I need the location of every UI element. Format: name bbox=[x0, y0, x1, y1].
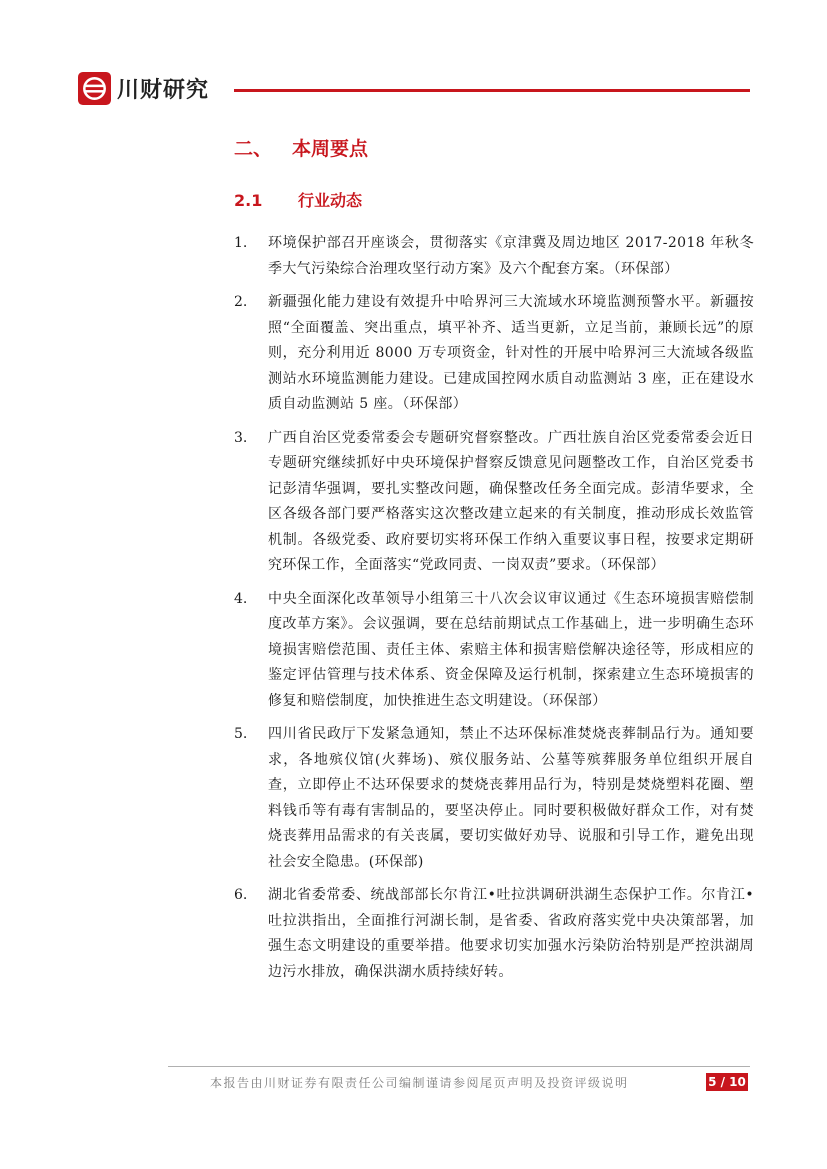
footer-divider bbox=[168, 1066, 750, 1067]
footer-disclaimer: 本报告由川财证券有限责任公司编制谨请参阅尾页声明及投资评级说明 bbox=[210, 1076, 629, 1090]
news-list bbox=[234, 231, 754, 993]
subsection-title: 行业动态 bbox=[298, 191, 363, 210]
list-item-text: 四川省民政厅下发紧急通知，禁止不达环保标准焚烧丧葬制品行为。通知要求，各地殡仪馆(火葬场)、殡仪服务站、公墓等殡葬服务单位组织开展自查，立即停止不达环保要求的焚烧丧葬用品行为，特别是焚烧塑料花圈、塑料钱币等有毒有害制品的，要坚决停止。同时要积极做好群众工作，对有焚烧丧葬用品需求的有关丧属，要切实做好劝导、说服和引导工作，避免出现社会安全隐患。(环保部) bbox=[268, 726, 754, 870]
brand-name: 川财研究 bbox=[117, 78, 210, 103]
header-divider bbox=[234, 89, 750, 92]
list-item-number: 3. bbox=[234, 429, 248, 446]
list-item-text: 新疆强化能力建设有效提升中哈界河三大流域水环境监测预警水平。新疆按照“全面覆盖、突出重点，填平补齐、适当更新，立足当前，兼顾长远”的原则，充分利用近 8000 万专项资金，针对性的开展中哈界河三大流域各级监测站水环境监测能力建设。已建成国控网水质自动监测站 3 座，正在建设水质自动监测站 5 座。（环保部） bbox=[268, 294, 754, 412]
list-item-text: 湖北省委常委、统战部部长尔肯江•吐拉洪调研洪湖生态保护工作。尔肯江•吐拉洪指出，全面推行河湖长制，是省委、省政府落实党中央决策部署，加强生态文明建设的重要举措。他要求切实加强水污染防治特别是严控洪湖周边污水排放，确保洪湖水质持续好转。 bbox=[268, 887, 754, 980]
list-item bbox=[234, 290, 754, 418]
subsection-number: 2.1 bbox=[234, 191, 263, 210]
brand-logo bbox=[78, 72, 209, 105]
list-item-number: 4. bbox=[234, 590, 248, 607]
list-item-text: 广西自治区党委常委会专题研究督察整改。广西壮族自治区党委常委会近日专题研究继续抓好中央环境保护督察反馈意见问题整改工作，自治区党委书记彭清华强调，要扎实整改问题，确保整改任务全面完成。彭清华要求，全区各级各部门要严格落实这次整改建立起来的有关制度，推动形成长效监管机制。各级党委、政府要切实将环保工作纳入重要议事日程，按要求定期研究环保工作，全面落实“党政同责、一岗双责”要求。（环保部） bbox=[268, 429, 754, 573]
list-item bbox=[234, 426, 754, 579]
page-number-badge: 5 / 10 bbox=[706, 1073, 748, 1091]
list-item-number: 6. bbox=[234, 887, 248, 903]
list-item-text: 环境保护部召开座谈会，贯彻落实《京津冀及周边地区 2017-2018 年秋冬季大气污染综合治理攻坚行动方案》及六个配套方案。（环保部） bbox=[268, 235, 754, 277]
list-item bbox=[234, 883, 754, 985]
list-item-number: 2. bbox=[234, 294, 248, 310]
brand-logo-icon bbox=[78, 72, 111, 105]
list-item bbox=[234, 722, 754, 875]
list-item-text: 中央全面深化改革领导小组第三十八次会议审议通过《生态环境损害赔偿制度改革方案》。会议强调，要在总结前期试点工作基础上，进一步明确生态环境损害赔偿范围、责任主体、索赔主体和损害赔偿解决途径等，形成相应的鉴定评估管理与技术体系、资金保障及运行机制，探索建立生态环境损害的修复和赔偿制度，加快推进生态文明建设。（环保部） bbox=[268, 590, 754, 709]
list-item-number: 5. bbox=[234, 726, 248, 742]
section-number: 二、 bbox=[234, 138, 273, 160]
section-title: 本周要点 bbox=[292, 138, 369, 160]
list-item bbox=[234, 231, 754, 282]
list-item bbox=[234, 587, 754, 715]
subsection-heading bbox=[234, 188, 362, 211]
section-heading bbox=[234, 134, 368, 161]
list-item-number: 1. bbox=[234, 235, 248, 251]
